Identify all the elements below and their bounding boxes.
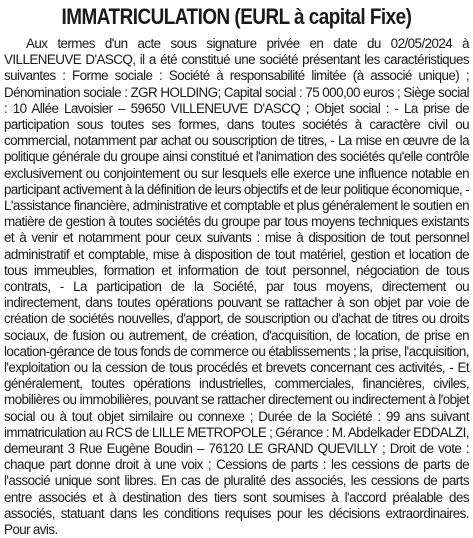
- notice-title: IMMATRICULATION (EURL à capital Fixe): [61, 4, 412, 29]
- notice-body: Aux termes d'un acte sous signature privée en date du 02/05/2024 à VILLENEUVE D'ASCQ, il a été constitué une société présentant les caractéristiques suivantes : Forme sociale : Société à responsabilité limitée (à associé unique) ; Dénomination sociale : ZGR HOLDING; Capital social : 75 000,00 euros ; Siège social : 10 Allée Lavoisier – 59650 VILLENEUVE D'ASCQ ; Objet social : - La prise de participation sous toutes ses formes, dans toutes sociétés à caractère civil ou commercial, notamment par achat ou souscription de titres, - La mise en œuvre de la politique générale du groupe ainsi constitué et l'animation des sociétés qu'elle contrôle exclusivement ou conjointement ou sur lesquels elle exerce une influence notable en participant activement à la définition de leurs objectifs et de leur politique économique, - L'assistance financière, administrative et comptable et plus généralement le soutien en matière de gestion à toutes sociétés du groupe par tous moyens techniques existants et à venir et notamment pour ceux suivants : mise à disposition de tout personnel administratif et comptable, mise à disposition de tout matériel, gestion et location de tous immeubles, formation et information de tout personnel, négociation de tous contrats, - La participation de la Société, par tous moyens, directement ou indirectement, dans toutes opérations pouvant se rattacher à son objet par voie de création de sociétés nouvelles, d'apport, de souscription ou d'achat de titres ou droits sociaux, de fusion ou autrement, de création, d'acquisition, de location, de prise en location-gérance de tous fonds de commerce ou établissements ; la prise, l'acquisition, l'exploitation ou la cession de tous procédés et brevets concernant ces activités, - Et généralement, toutes opérations industrielles, commerciales, financières, civiles, mobilières ou immobilières, pouvant se rattacher directement ou indirectement à l'objet social ou à tout objet similaire ou connexe ; Durée de la Société : 99 ans suivant immatriculation au RCS de LILLE METROPOLE ; Gérance : M. Abdelkader EDDALZI, demeurant 3 Rue Eugène Boudin – 76120 LE GRAND QUEVILLY ; Droit de vote : chaque part donne droit à une voix ; Cessions de parts : les cessions de parts de l'associé unique sont libres. En cas de pluralité des associés, les cessions de parts entre associés et à destination des tiers sont soumises à l'accord préalable des associés, statuant dans les conditions requises pour les décisions extraordinaires. Pour avis.: [4, 36, 469, 538]
